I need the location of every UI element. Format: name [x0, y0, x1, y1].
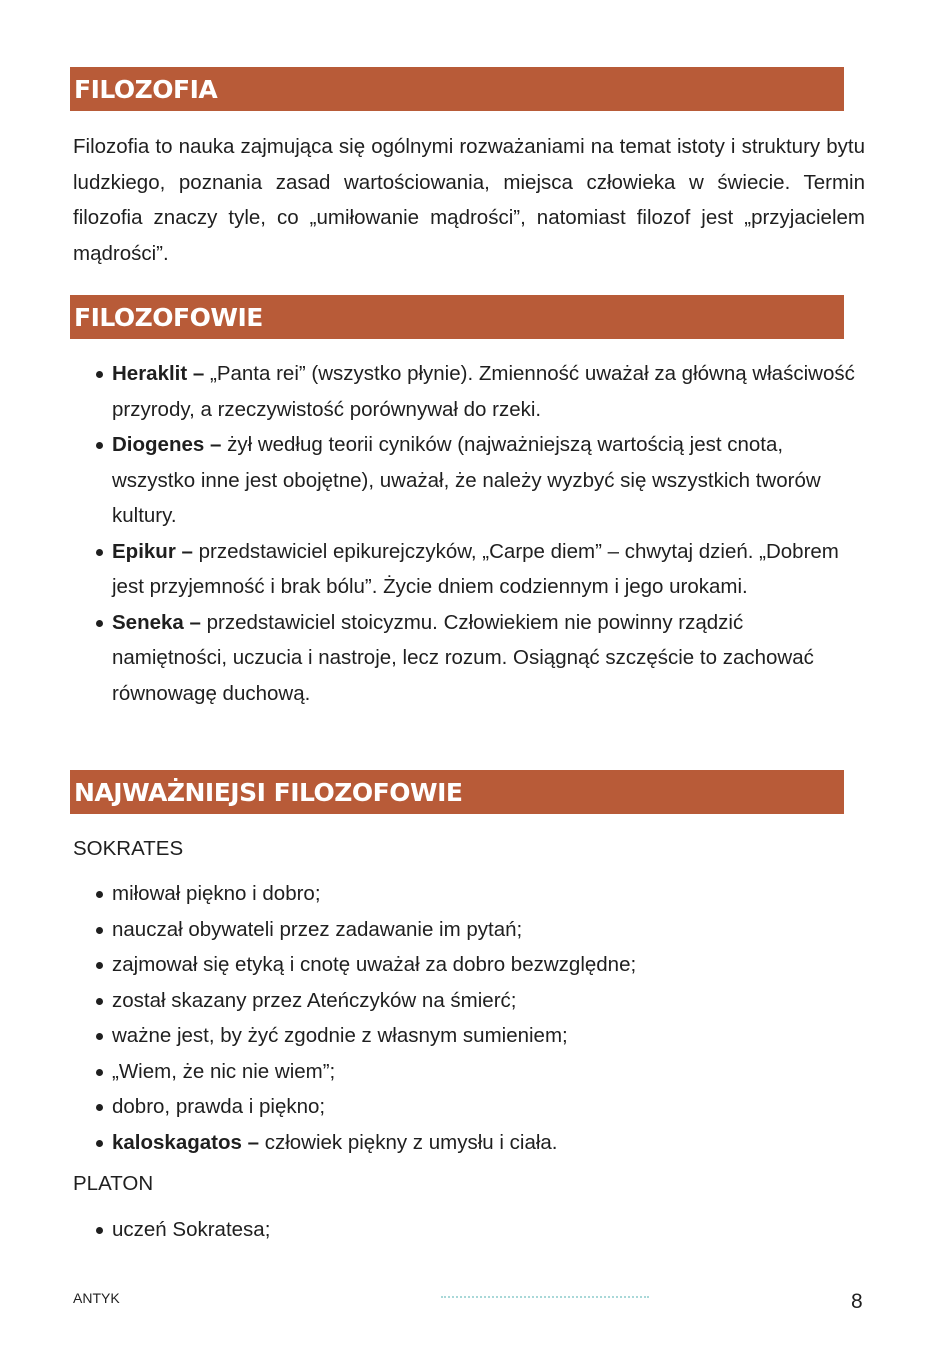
list-item: został skazany przez Ateńczyków na śmierć;	[96, 983, 856, 1019]
list-item: „Wiem, że nic nie wiem”;	[96, 1054, 856, 1090]
list-item	[96, 534, 856, 605]
section-header-najwazniejsi	[70, 770, 844, 814]
term: Epikur –	[112, 539, 193, 563]
list-item	[96, 427, 856, 534]
footer-dotted-divider	[441, 1296, 649, 1298]
sokrates-list	[96, 876, 856, 1160]
description: przedstawiciel stoicyzmu. Człowiekiem nie powinny rządzić namiętności, uczucia i nastroje, lecz rozum. Osiągnąć szczęście to zachować równowagę duchową.	[112, 610, 814, 705]
subheading-sokrates: SOKRATES	[73, 837, 184, 860]
list-item: dobro, prawda i piękno;	[96, 1089, 856, 1125]
section-header-filozofia	[70, 67, 844, 111]
description: żył według teorii cyników (najważniejszą wartością jest cnota, wszystko inne jest obojętne), uważał, że należy wyzbyć się wszystkich tworów kultury.	[112, 433, 821, 527]
section-title: FILOZOFOWIE	[74, 302, 263, 332]
section-header-filozofowie	[70, 295, 844, 339]
filozofia-paragraph: Filozofia to nauka zajmująca się ogólnymi rozważaniami na temat istoty i struktury bytu ludzkiego, poznania zasad wartościowania, miejsca człowieka w świecie. Termin filozofia znaczy tyle, co „umiłowanie mądrości”, natomiast filozof jest „przyjacielem mądrości”.	[73, 135, 865, 265]
philosophers-list	[96, 356, 856, 711]
list-item	[96, 1125, 856, 1161]
term: Seneka –	[112, 610, 201, 634]
list-item: nauczał obywateli przez zadawanie im pytań;	[96, 912, 856, 948]
footer-label: ANTYK	[73, 1290, 120, 1306]
subheading-platon: PLATON	[73, 1172, 154, 1195]
term: kaloskagatos –	[112, 1130, 259, 1154]
page-number: 8	[851, 1290, 863, 1313]
list-item	[96, 356, 856, 427]
section-title: FILOZOFIA	[74, 74, 218, 104]
section-title: NAJWAŻNIEJSI FILOZOFOWIE	[74, 777, 463, 807]
list-item: ważne jest, by żyć zgodnie z własnym sumieniem;	[96, 1018, 856, 1054]
description: przedstawiciel epikurejczyków, „Carpe diem” – chwytaj dzień. „Dobrem jest przyjemność i brak bólu”. Życie dniem codziennym i jego urokami.	[112, 539, 839, 598]
description: „Panta rei” (wszystko płynie). Zmienność uważał za główną właściwość przyrody, a rzeczywistość porównywał do rzeki.	[112, 362, 855, 421]
platon-list	[96, 1212, 856, 1248]
list-item: zajmował się etyką i cnotę uważał za dobro bezwzględne;	[96, 947, 856, 983]
list-item	[96, 605, 856, 712]
list-item: uczeń Sokratesa;	[96, 1212, 856, 1248]
term: Diogenes –	[112, 433, 222, 456]
term: Heraklit –	[112, 362, 205, 385]
list-item: miłował piękno i dobro;	[96, 876, 856, 912]
description: człowiek piękny z umysłu i ciała.	[259, 1130, 558, 1154]
